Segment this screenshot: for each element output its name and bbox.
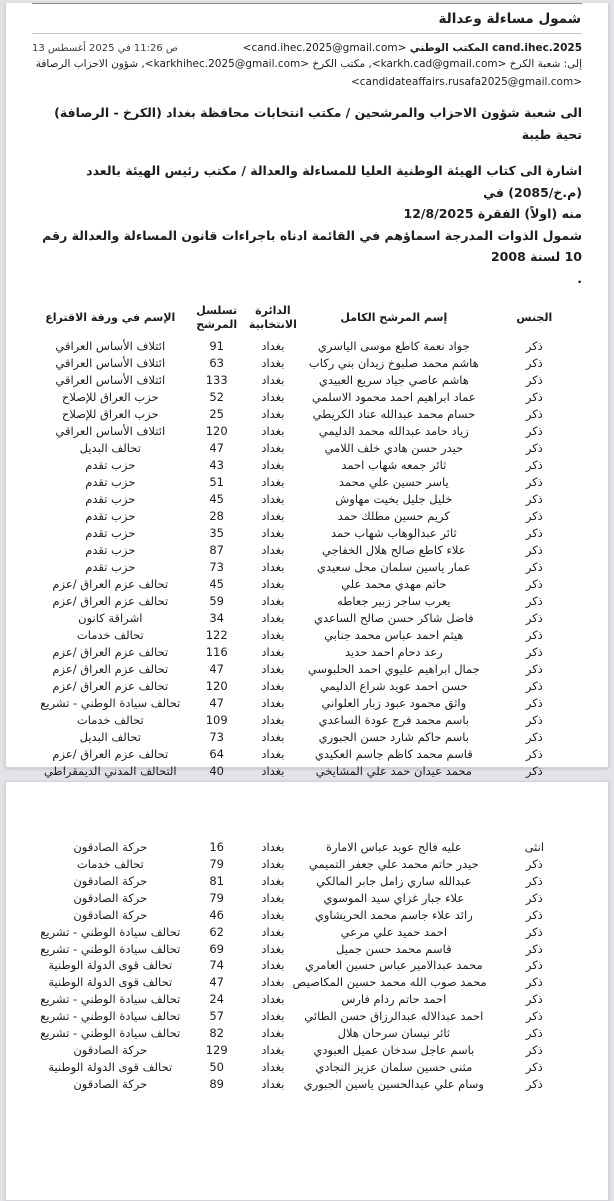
cell-ballot-name: تحالف سيادة الوطني - تشريع	[40, 941, 181, 956]
email-recipients-continued: <candidateaffairs.rusafa2025@gmail.com>	[350, 75, 582, 88]
cell-gender: ذكر	[525, 440, 543, 455]
cell-full-name: خليل جليل بخيت مهاوش	[335, 491, 453, 506]
table-row	[32, 695, 582, 712]
cell-ballot-name: تحالف سيادة الوطني - تشريع	[40, 992, 181, 1007]
cell-full-name: محمد صوب الله محمد حسين المكاصيص	[292, 975, 487, 990]
cell-full-name: باسم محمد فرج عودة الساعدي	[318, 712, 470, 727]
cell-ballot-name: ائتلاف الأساس العراقي	[55, 372, 166, 387]
cell-district: بغداد	[261, 491, 285, 506]
cell-district: بغداد	[261, 712, 285, 727]
cell-district: بغداد	[261, 890, 285, 905]
cell-gender: ذكر	[525, 678, 543, 693]
cell-gender: ذكر	[525, 746, 543, 761]
table-row	[32, 474, 582, 491]
header-serial: تسلسل المرشح	[196, 304, 238, 332]
cell-district: بغداد	[261, 525, 285, 540]
cell-ballot-name: تحالف عزم العراق /عزم	[52, 576, 169, 591]
cell-full-name: باسم عاجل سدخان عميل العبودي	[313, 1043, 475, 1058]
cell-full-name: حيدر حسن هادي خلف اللامي	[324, 440, 464, 455]
address-line: الى شعبة شؤون الاحزاب والمرشحين / مكتب انتخابات محافظة بغداد (الكرخ - الرصافة)	[54, 105, 582, 121]
reference-line: اشارة الى كتاب الهيئة الوطنية العليا للمساءلة والعدالة / مكتب رئيس الهيئة بالعدد (م.خ/2085) في	[86, 163, 582, 200]
cell-ballot-name: تحالف عزم العراق /عزم	[52, 746, 169, 761]
cell-gender: ذكر	[525, 890, 543, 905]
cell-serial: 69	[209, 941, 224, 956]
cell-gender: ذكر	[525, 873, 543, 888]
cell-district: بغداد	[261, 576, 285, 591]
cell-ballot-name: حزب تقدم	[85, 474, 136, 489]
cell-full-name: رعد دحام احمد حديد	[344, 644, 443, 659]
inclusion-line: شمول الذوات المدرجة اسماؤهم في القائمة ادناه باجراءات قانون المساءلة والعدالة رقم 10 لسنة 2008	[42, 227, 582, 265]
cell-serial: 133	[205, 372, 228, 387]
candidates-table-2-body	[32, 839, 582, 1094]
cell-full-name: حسن احمد عويد شراع الدليمي	[319, 678, 468, 693]
table-row	[32, 907, 582, 924]
candidates-table-1-body	[32, 338, 582, 780]
table-row	[32, 559, 582, 576]
table-row	[32, 644, 582, 661]
candidates-table-1	[32, 302, 582, 780]
table-row	[32, 958, 582, 975]
cell-gender: ذكر	[525, 958, 543, 973]
table-row	[32, 627, 582, 644]
cell-gender: ذكر	[525, 924, 543, 939]
table-row	[32, 975, 582, 992]
cell-full-name: قاسم محمد كاظم جاسم العكيدي	[314, 746, 473, 761]
cell-gender: ذكر	[525, 423, 543, 438]
cell-gender: ذكر	[525, 1060, 543, 1075]
table-row	[32, 763, 582, 780]
cell-full-name: جواد نعمة كاطع موسى الياسري	[317, 338, 470, 353]
cell-district: بغداد	[261, 593, 285, 608]
cell-district: بغداد	[261, 763, 285, 778]
cell-district: بغداد	[261, 695, 285, 710]
table-row	[32, 1060, 582, 1077]
cell-serial: 82	[209, 1026, 224, 1041]
cell-ballot-name: حزب تقدم	[85, 559, 136, 574]
cell-serial: 57	[209, 1009, 224, 1024]
cell-ballot-name: حركة الصادقون	[73, 873, 148, 888]
table-row	[32, 610, 582, 627]
cell-full-name: محمد عيدان حمد علي المشايخي	[315, 763, 472, 778]
cell-gender: ذكر	[525, 389, 543, 404]
cell-serial: 120	[205, 678, 228, 693]
cell-district: بغداد	[261, 440, 285, 455]
cell-serial: 46	[209, 907, 224, 922]
cell-serial: 79	[209, 890, 224, 905]
cell-gender: ذكر	[525, 338, 543, 353]
cell-full-name: حسام محمد عبدالله عناد الكريطي	[312, 406, 476, 421]
cell-district: بغداد	[261, 1043, 285, 1058]
cell-full-name: احمد عبدالاله عبدالرزاق حسن الطائي	[304, 1009, 484, 1024]
cell-ballot-name: تحالف سيادة الوطني - تشريع	[40, 1009, 181, 1024]
cell-full-name: وسام علي عبدالحسين ياسين الجبوري	[303, 1077, 484, 1092]
cell-full-name: علاء كاطع صالح هلال الخفاجي	[322, 542, 466, 557]
cell-district: بغداد	[261, 992, 285, 1007]
cell-full-name: حيدر حاتم محمد علي جعفر التميمي	[308, 856, 479, 871]
cell-ballot-name: ائتلاف الأساس العراقي	[55, 338, 166, 353]
reference-date-line	[32, 203, 582, 225]
cell-district: بغداد	[261, 661, 285, 676]
cell-district: بغداد	[261, 627, 285, 642]
cell-serial: 109	[205, 712, 228, 727]
cell-full-name: واثق محمود عبود زبار العلواني	[321, 695, 467, 710]
cell-gender: ذكر	[525, 1009, 543, 1024]
cell-gender: ذكر	[525, 372, 543, 387]
cell-gender: ذكر	[525, 729, 543, 744]
cell-full-name: قاسم محمد حسن جميل	[336, 941, 452, 956]
cell-full-name: زياد حامد عبدالله محمد الدليمي	[318, 423, 469, 438]
cell-ballot-name: التحالف المدني الديمقراطي	[43, 763, 177, 778]
cell-full-name: كريم حسين مطلك حمد	[337, 508, 450, 523]
cell-district: بغداد	[261, 839, 285, 854]
cell-serial: 81	[209, 873, 224, 888]
email-body-greeting-block	[32, 102, 582, 145]
cell-ballot-name: حزب تقدم	[85, 508, 136, 523]
cell-full-name: هاشم محمد صلبوخ زيدان بني ركاب	[308, 355, 479, 370]
email-date: 13‎ أغسطس‎ 2025‎ في‎ 11:26‎ ص	[32, 43, 179, 54]
email-body-reference-block	[32, 160, 582, 289]
sender-name: cand.ihec.2025 المكتب الوطني	[409, 42, 582, 54]
cell-serial: 34	[209, 610, 224, 625]
cell-full-name: هاشم عاصي جياد سريع العبيدي	[318, 372, 469, 387]
cell-district: بغداد	[261, 406, 285, 421]
cell-ballot-name: تحالف قوى الدولة الوطنية	[48, 1060, 173, 1075]
cell-serial: 59	[209, 593, 224, 608]
table-row	[32, 406, 582, 423]
cell-district: بغداد	[261, 542, 285, 557]
cell-full-name: محمد عبدالامير عباس حسين العامري	[304, 958, 483, 973]
table-row	[32, 542, 582, 559]
cell-serial: 47	[209, 661, 224, 676]
cell-ballot-name: حزب تقدم	[85, 491, 136, 506]
cell-gender: ذكر	[525, 1043, 543, 1058]
cell-district: بغداد	[261, 1009, 285, 1024]
cell-gender: ذكر	[525, 406, 543, 421]
cell-district: بغداد	[261, 746, 285, 761]
cell-serial: 89	[209, 1077, 224, 1092]
cell-full-name: يعرب ساجر زبير جعاطه	[337, 593, 451, 608]
cell-gender: ذكر	[525, 542, 543, 557]
email-meta-row	[32, 42, 582, 54]
cell-district: بغداد	[261, 678, 285, 693]
cell-district: بغداد	[261, 644, 285, 659]
cell-full-name: باسم حاكم شارد حسن الجبوري	[318, 729, 470, 744]
cell-district: بغداد	[261, 1077, 285, 1092]
cell-district: بغداد	[261, 372, 285, 387]
cell-gender: ذكر	[525, 610, 543, 625]
cell-serial: 51	[209, 474, 224, 489]
cell-district: بغداد	[261, 856, 285, 871]
cell-ballot-name: حركة الصادقون	[73, 890, 148, 905]
cell-serial: 74	[209, 958, 224, 973]
table-row	[32, 890, 582, 907]
cell-serial: 16	[209, 839, 224, 854]
cell-district: بغداد	[261, 958, 285, 973]
table-row	[32, 1043, 582, 1060]
cell-district: بغداد	[261, 1060, 285, 1075]
cell-full-name: عمار ياسين سلمان محل سعيدي	[316, 559, 471, 574]
email-recipients: إلى: شعبة الكرخ <karkh.cad@gmail.com>, مكتب الكرخ <karkhihec.2025@gmail.com>, شؤون الاحزاب الرصافة	[35, 58, 582, 70]
cell-ballot-name: تحالف سيادة الوطني - تشريع	[40, 695, 181, 710]
cell-gender: ذكر	[525, 661, 543, 676]
cell-serial: 79	[209, 856, 224, 871]
cell-ballot-name: اشراقة كانون	[78, 610, 143, 625]
cell-full-name: ياسر حسين علي محمد	[338, 474, 449, 489]
period-line: .	[577, 270, 582, 286]
cell-gender: ذكر	[525, 992, 543, 1007]
table-row	[32, 593, 582, 610]
table-row	[32, 1009, 582, 1026]
cell-serial: 129	[205, 1043, 228, 1058]
cell-district: بغداد	[261, 355, 285, 370]
cell-ballot-name: حركة الصادقون	[73, 907, 148, 922]
cell-gender: ذكر	[525, 907, 543, 922]
cell-gender: ذكر	[525, 856, 543, 871]
cell-gender: ذكر	[525, 1026, 543, 1041]
cell-district: بغداد	[261, 1026, 285, 1041]
cell-gender: ذكر	[525, 627, 543, 642]
table-row	[32, 924, 582, 941]
table-row	[32, 491, 582, 508]
cell-ballot-name: تحالف عزم العراق /عزم	[52, 593, 169, 608]
table-row	[32, 839, 582, 856]
cell-full-name: احمد حميد علي مرعي	[340, 924, 448, 939]
cell-gender: ذكر	[525, 525, 543, 540]
cell-ballot-name: حزب تقدم	[85, 457, 136, 472]
header-district: الدائرة الانتخابية	[248, 304, 297, 332]
cell-full-name: احمد حاتم ردام فارس	[341, 992, 447, 1007]
cell-district: بغداد	[261, 941, 285, 956]
cell-district: بغداد	[261, 389, 285, 404]
table-row	[32, 729, 582, 746]
cell-gender: ذكر	[525, 491, 543, 506]
cell-district: بغداد	[261, 423, 285, 438]
cell-serial: 120	[205, 423, 228, 438]
greeting-line: تحية طيبة	[521, 126, 582, 142]
cell-serial: 116	[205, 644, 228, 659]
printed-email-page-1	[5, 3, 609, 778]
cell-gender: ذكر	[525, 576, 543, 591]
cell-serial: 62	[209, 924, 224, 939]
cell-ballot-name: تحالف خدمات	[76, 712, 144, 727]
cell-gender: ذكر	[525, 712, 543, 727]
cell-serial: 52	[209, 389, 224, 404]
cell-district: بغداد	[261, 338, 285, 353]
cell-serial: 47	[209, 695, 224, 710]
cell-gender: ذكر	[525, 941, 543, 956]
cell-serial: 87	[209, 542, 224, 557]
cell-district: بغداد	[261, 729, 285, 744]
table-row	[32, 423, 582, 440]
cell-serial: 45	[209, 491, 224, 506]
cell-ballot-name: تحالف سيادة الوطني - تشريع	[40, 924, 181, 939]
cell-serial: 43	[209, 457, 224, 472]
cell-ballot-name: تحالف سيادة الوطني - تشريع	[40, 1026, 181, 1041]
cell-ballot-name: تحالف البديل	[79, 440, 141, 455]
cell-district: بغداد	[261, 907, 285, 922]
cell-ballot-name: تحالف خدمات	[76, 856, 144, 871]
cell-full-name: جمال ابراهيم عليوي احمد الحلبوسي	[307, 661, 480, 676]
cell-gender: ذكر	[525, 457, 543, 472]
header-full-name: إسم المرشح الكامل	[340, 311, 448, 325]
email-subject: شمول مساءلة وعدالة	[438, 11, 581, 27]
cell-gender: ذكر	[525, 695, 543, 710]
table-row	[32, 576, 582, 593]
table-row	[32, 1077, 582, 1094]
table-row	[32, 992, 582, 1009]
cell-full-name: رائد علاء جاسم محمد الحريشاوي	[314, 907, 473, 922]
cell-serial: 47	[209, 440, 224, 455]
candidates-table-2	[32, 839, 582, 1094]
cell-ballot-name: تحالف قوى الدولة الوطنية	[48, 975, 173, 990]
table-row	[32, 873, 582, 890]
cell-gender: ذكر	[525, 559, 543, 574]
table-row	[32, 372, 582, 389]
table-row	[32, 1026, 582, 1043]
cell-full-name: ثائر نيسان سرحان هلال	[337, 1026, 451, 1041]
table-row	[32, 746, 582, 763]
cell-district: بغداد	[261, 873, 285, 888]
cell-ballot-name: تحالف عزم العراق /عزم	[52, 644, 169, 659]
cell-full-name: عليه فالح عويد عباس الامارة	[325, 839, 462, 854]
cell-ballot-name: حزب تقدم	[85, 525, 136, 540]
cell-gender: ذكر	[525, 474, 543, 489]
cell-gender: ذكر	[525, 593, 543, 608]
cell-gender: ذكر	[525, 763, 543, 778]
cell-ballot-name: حزب تقدم	[85, 542, 136, 557]
cell-serial: 50	[209, 1060, 224, 1075]
cell-ballot-name: حركة الصادقون	[73, 1043, 148, 1058]
table-row	[32, 355, 582, 372]
table-row	[32, 440, 582, 457]
cell-serial: 45	[209, 576, 224, 591]
cell-district: بغداد	[261, 457, 285, 472]
table-row	[32, 712, 582, 729]
table-row	[32, 508, 582, 525]
cell-ballot-name: تحالف عزم العراق /عزم	[52, 661, 169, 676]
cell-ballot-name: حركة الصادقون	[73, 1077, 148, 1092]
table-row	[32, 661, 582, 678]
cell-full-name: عبدالله ساري زامل جابر المالكي	[316, 873, 472, 888]
table-row	[32, 941, 582, 958]
cell-full-name: ثائر جمعه شهاب احمد	[341, 457, 447, 472]
cell-serial: 73	[209, 559, 224, 574]
email-sender	[243, 42, 582, 54]
table-row	[32, 678, 582, 695]
cell-ballot-name: ائتلاف الأساس العراقي	[55, 423, 166, 438]
cell-ballot-name: ائتلاف الأساس العراقي	[55, 355, 166, 370]
cell-full-name: حاتم مهدي محمد علي	[341, 576, 447, 591]
cell-full-name: عماد ابراهيم احمد محمود الاسلمي	[312, 389, 476, 404]
cell-gender: ذكر	[525, 508, 543, 523]
cell-ballot-name: تحالف قوى الدولة الوطنية	[48, 958, 173, 973]
reference-date-text: 12/8/2025‎ الفقرة‎ (اولاً)‎ منه	[403, 206, 582, 222]
cell-serial: 25	[209, 406, 224, 421]
cell-district: بغداد	[261, 508, 285, 523]
cell-serial: 28	[209, 508, 224, 523]
sender-email: <cand.ihec.2025@gmail.com>	[242, 42, 407, 54]
cell-gender: ذكر	[525, 355, 543, 370]
candidates-table-header	[32, 302, 582, 338]
cell-gender: ذكر	[525, 1077, 543, 1092]
cell-full-name: علاء جبار غزاي سيد الموسوي	[323, 890, 465, 905]
cell-serial: 64	[209, 746, 224, 761]
header-gender: الجنس	[516, 311, 553, 325]
header-ballot-name: الإسم في ورقة الاقتراع	[45, 311, 176, 325]
cell-serial: 40	[209, 763, 224, 778]
cell-full-name: هيثم احمد عباس محمد جنابي	[324, 627, 464, 642]
cell-full-name: فاضل شاكر حسن صالح الساعدي	[313, 610, 474, 625]
cell-ballot-name: تحالف البديل	[79, 729, 141, 744]
cell-gender: ذكر	[525, 644, 543, 659]
table-row	[32, 525, 582, 542]
gmail-print-view	[0, 3, 614, 1092]
cell-serial: 47	[209, 975, 224, 990]
cell-ballot-name: تحالف عزم العراق /عزم	[52, 678, 169, 693]
cell-serial: 91	[209, 338, 224, 353]
table-row	[32, 338, 582, 355]
cell-district: بغداد	[261, 924, 285, 939]
cell-serial: 122	[205, 627, 228, 642]
table-row	[32, 389, 582, 406]
cell-district: بغداد	[261, 610, 285, 625]
cell-ballot-name: حزب العراق للإصلاح	[61, 406, 159, 421]
cell-full-name: مثنى حسين سلمان عزيز النجادي	[315, 1060, 473, 1075]
cell-serial: 24	[209, 992, 224, 1007]
cell-full-name: ثائر عبدالوهاب شهاب حمد	[330, 525, 457, 540]
cell-ballot-name: حزب العراق للإصلاح	[61, 389, 159, 404]
cell-serial: 63	[209, 355, 224, 370]
subject-divider	[32, 33, 582, 34]
cell-ballot-name: تحالف خدمات	[76, 627, 144, 642]
cell-gender: ذكر	[525, 975, 543, 990]
cell-serial: 35	[209, 525, 224, 540]
cell-serial: 73	[209, 729, 224, 744]
table-row	[32, 457, 582, 474]
table-row	[32, 856, 582, 873]
printed-email-page-2	[5, 781, 609, 1201]
cell-district: بغداد	[261, 975, 285, 990]
cell-gender: انثى	[524, 839, 545, 854]
cell-district: بغداد	[261, 559, 285, 574]
cell-district: بغداد	[261, 474, 285, 489]
cell-ballot-name: حركة الصادقون	[73, 839, 148, 854]
